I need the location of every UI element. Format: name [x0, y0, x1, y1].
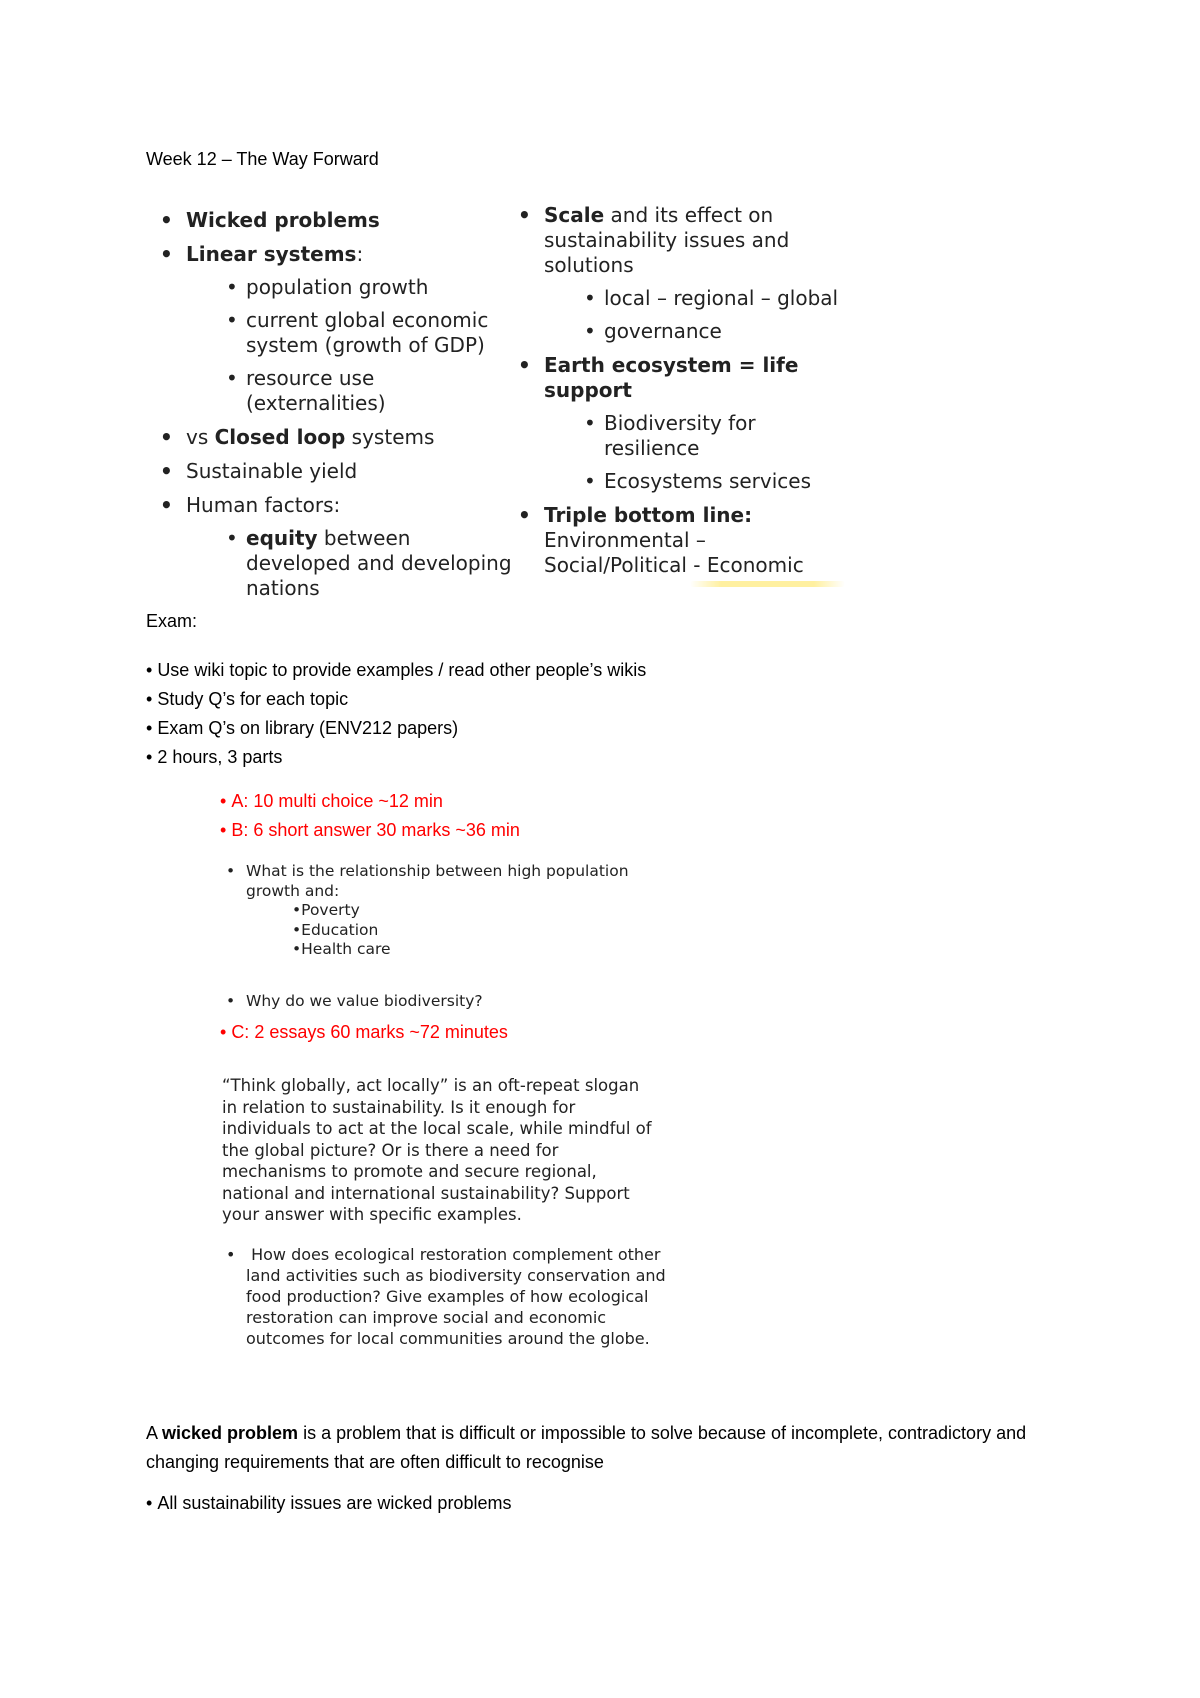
bullet-icon: •	[292, 901, 302, 919]
slide-subitem: • Biodiversity for resilience	[584, 411, 848, 461]
slide-item-label: Earth ecosystem = life support	[544, 353, 799, 402]
closing-bullet	[146, 1493, 511, 1514]
question-text: growth and:	[246, 881, 340, 900]
question-text: restoration can improve social and economic	[246, 1308, 607, 1327]
sample-question-biodiversity	[226, 992, 483, 1012]
list-item	[146, 714, 646, 743]
document-title: Week 12 – The Way Forward	[146, 149, 379, 169]
exam-list	[146, 656, 646, 772]
slide-item-label: Wicked problems	[186, 208, 380, 232]
slide-subitem: • local – regional – global	[584, 286, 848, 311]
slide-item-triple-bottom-line	[518, 503, 848, 578]
slide-item-wicked-problems	[160, 208, 520, 233]
slide-text-rest: between developed and developing nations	[246, 526, 512, 600]
bullet-icon: •	[146, 747, 153, 767]
bullet-icon: •	[226, 992, 236, 1010]
definition-pre: A	[146, 1423, 163, 1443]
slide-item-label: Linear systems	[186, 242, 357, 266]
slide-text-pre: vs	[186, 425, 215, 449]
bullet-icon: •	[220, 1022, 227, 1042]
essay-line: the global picture? Or is there a need for	[222, 1140, 559, 1160]
question-text: outcomes for local communities around the globe.	[246, 1329, 650, 1348]
bullet-icon: •	[220, 791, 227, 811]
slide-text-line: Social/Political - Economic	[544, 553, 804, 577]
list-item-text: Use wiki topic to provide examples / read other people’s wikis	[157, 660, 647, 680]
list-item	[146, 656, 646, 685]
slide-item-earth-ecosystem	[518, 353, 848, 494]
slide-subitem: • population growth	[226, 275, 520, 300]
slide-item-scale	[518, 203, 848, 344]
sample-question-restoration	[226, 1244, 706, 1349]
question-subitem	[226, 921, 666, 941]
closing-bullet-text: All sustainability issues are wicked problems	[157, 1493, 512, 1513]
list-item	[146, 743, 646, 772]
slide-text-bold: Scale	[544, 203, 605, 227]
highlight-mark	[690, 581, 845, 587]
list-item	[146, 685, 646, 714]
list-item-text: 2 hours, 3 parts	[157, 747, 283, 767]
essay-line: “Think globally, act locally” is an oft-repeat slogan	[222, 1076, 640, 1095]
list-item-text: Study Q’s for each topic	[157, 689, 349, 709]
slide-subitem: • governance	[584, 319, 848, 344]
essay-line: national and international sustainability? Support	[222, 1183, 630, 1203]
definition-text: is a problem that is difficult or impossible to solve because of incomplete, contradictory and changing requirements that are often difficult to recognise	[146, 1423, 1027, 1472]
bullet-icon: •	[146, 660, 153, 680]
slide-item-linear-systems	[160, 242, 520, 416]
exam-part-text: B: 6 short answer 30 marks ~36 min	[231, 820, 520, 840]
question-text: What is the relationship between high population	[246, 862, 629, 880]
definition-term: wicked problem	[162, 1423, 299, 1443]
slide-item-human-factors	[160, 493, 520, 601]
essay-line: mechanisms to promote and secure regional,	[222, 1162, 597, 1181]
bullet-icon: •	[226, 1245, 236, 1264]
slide-item-closed-loop	[160, 425, 520, 450]
question-subitem-text: Health care	[301, 940, 391, 958]
slide-text-bold: equity	[246, 526, 318, 550]
slide-subitem: • resource use (externalities)	[226, 366, 520, 416]
question-subitem	[226, 901, 666, 921]
slide-subitem: • Ecosystems services	[584, 469, 848, 494]
slide-text-line: Environmental –	[544, 528, 706, 552]
question-text: How does ecological restoration complement other	[246, 1245, 661, 1264]
question-text: Why do we value biodiversity?	[246, 992, 483, 1010]
essay-line: in relation to sustainability. Is it enough for	[222, 1097, 576, 1117]
slide-text-post: systems	[345, 425, 435, 449]
slide-item-colon: :	[356, 242, 364, 266]
exam-part-a	[220, 787, 520, 816]
bullet-icon: •	[292, 920, 302, 939]
sample-essay-question	[222, 1075, 702, 1226]
slide-text-bold: Triple bottom line:	[544, 503, 753, 527]
slide-text-rest: and its effect on sustainability issues and solutions	[544, 203, 790, 277]
slide-left-column	[160, 208, 520, 610]
essay-line: individuals to act at the local scale, while mindful of	[222, 1119, 652, 1138]
list-item-text: Exam Q’s on library (ENV212 papers)	[157, 718, 459, 738]
slide-item-sustainable-yield: • Sustainable yield	[160, 459, 520, 484]
bullet-icon: •	[146, 718, 153, 738]
slide-subitem	[226, 526, 520, 601]
question-text: food production? Give examples of how ecological	[246, 1287, 649, 1306]
exam-heading: Exam:	[146, 611, 198, 631]
sample-question-population	[226, 862, 666, 960]
exam-parts-list	[220, 787, 520, 845]
bullet-icon: •	[220, 820, 227, 840]
exam-part-text: A: 10 multi choice ~12 min	[231, 791, 443, 811]
slide-subitem: • current global economic system (growth of GDP)	[226, 308, 520, 358]
question-subitem-text: Poverty	[301, 901, 360, 919]
question-subitem-text: Education	[301, 920, 379, 939]
bullet-icon: •	[146, 689, 153, 709]
exam-part-b	[220, 816, 520, 845]
exam-part-c	[220, 1022, 508, 1043]
bullet-icon: •	[146, 1493, 153, 1513]
slide-text-bold: Closed loop	[214, 425, 346, 449]
question-text: land activities such as biodiversity conservation and	[246, 1266, 666, 1285]
question-subitem	[226, 940, 666, 960]
exam-part-text: C: 2 essays 60 marks ~72 minutes	[231, 1022, 508, 1042]
essay-line: your answer with specific examples.	[222, 1205, 522, 1224]
bullet-icon: •	[226, 862, 236, 880]
slide-right-column	[518, 203, 848, 587]
slide-item-label: Human factors:	[186, 493, 341, 517]
wicked-problem-definition	[146, 1419, 1046, 1477]
bullet-icon: •	[292, 940, 302, 958]
